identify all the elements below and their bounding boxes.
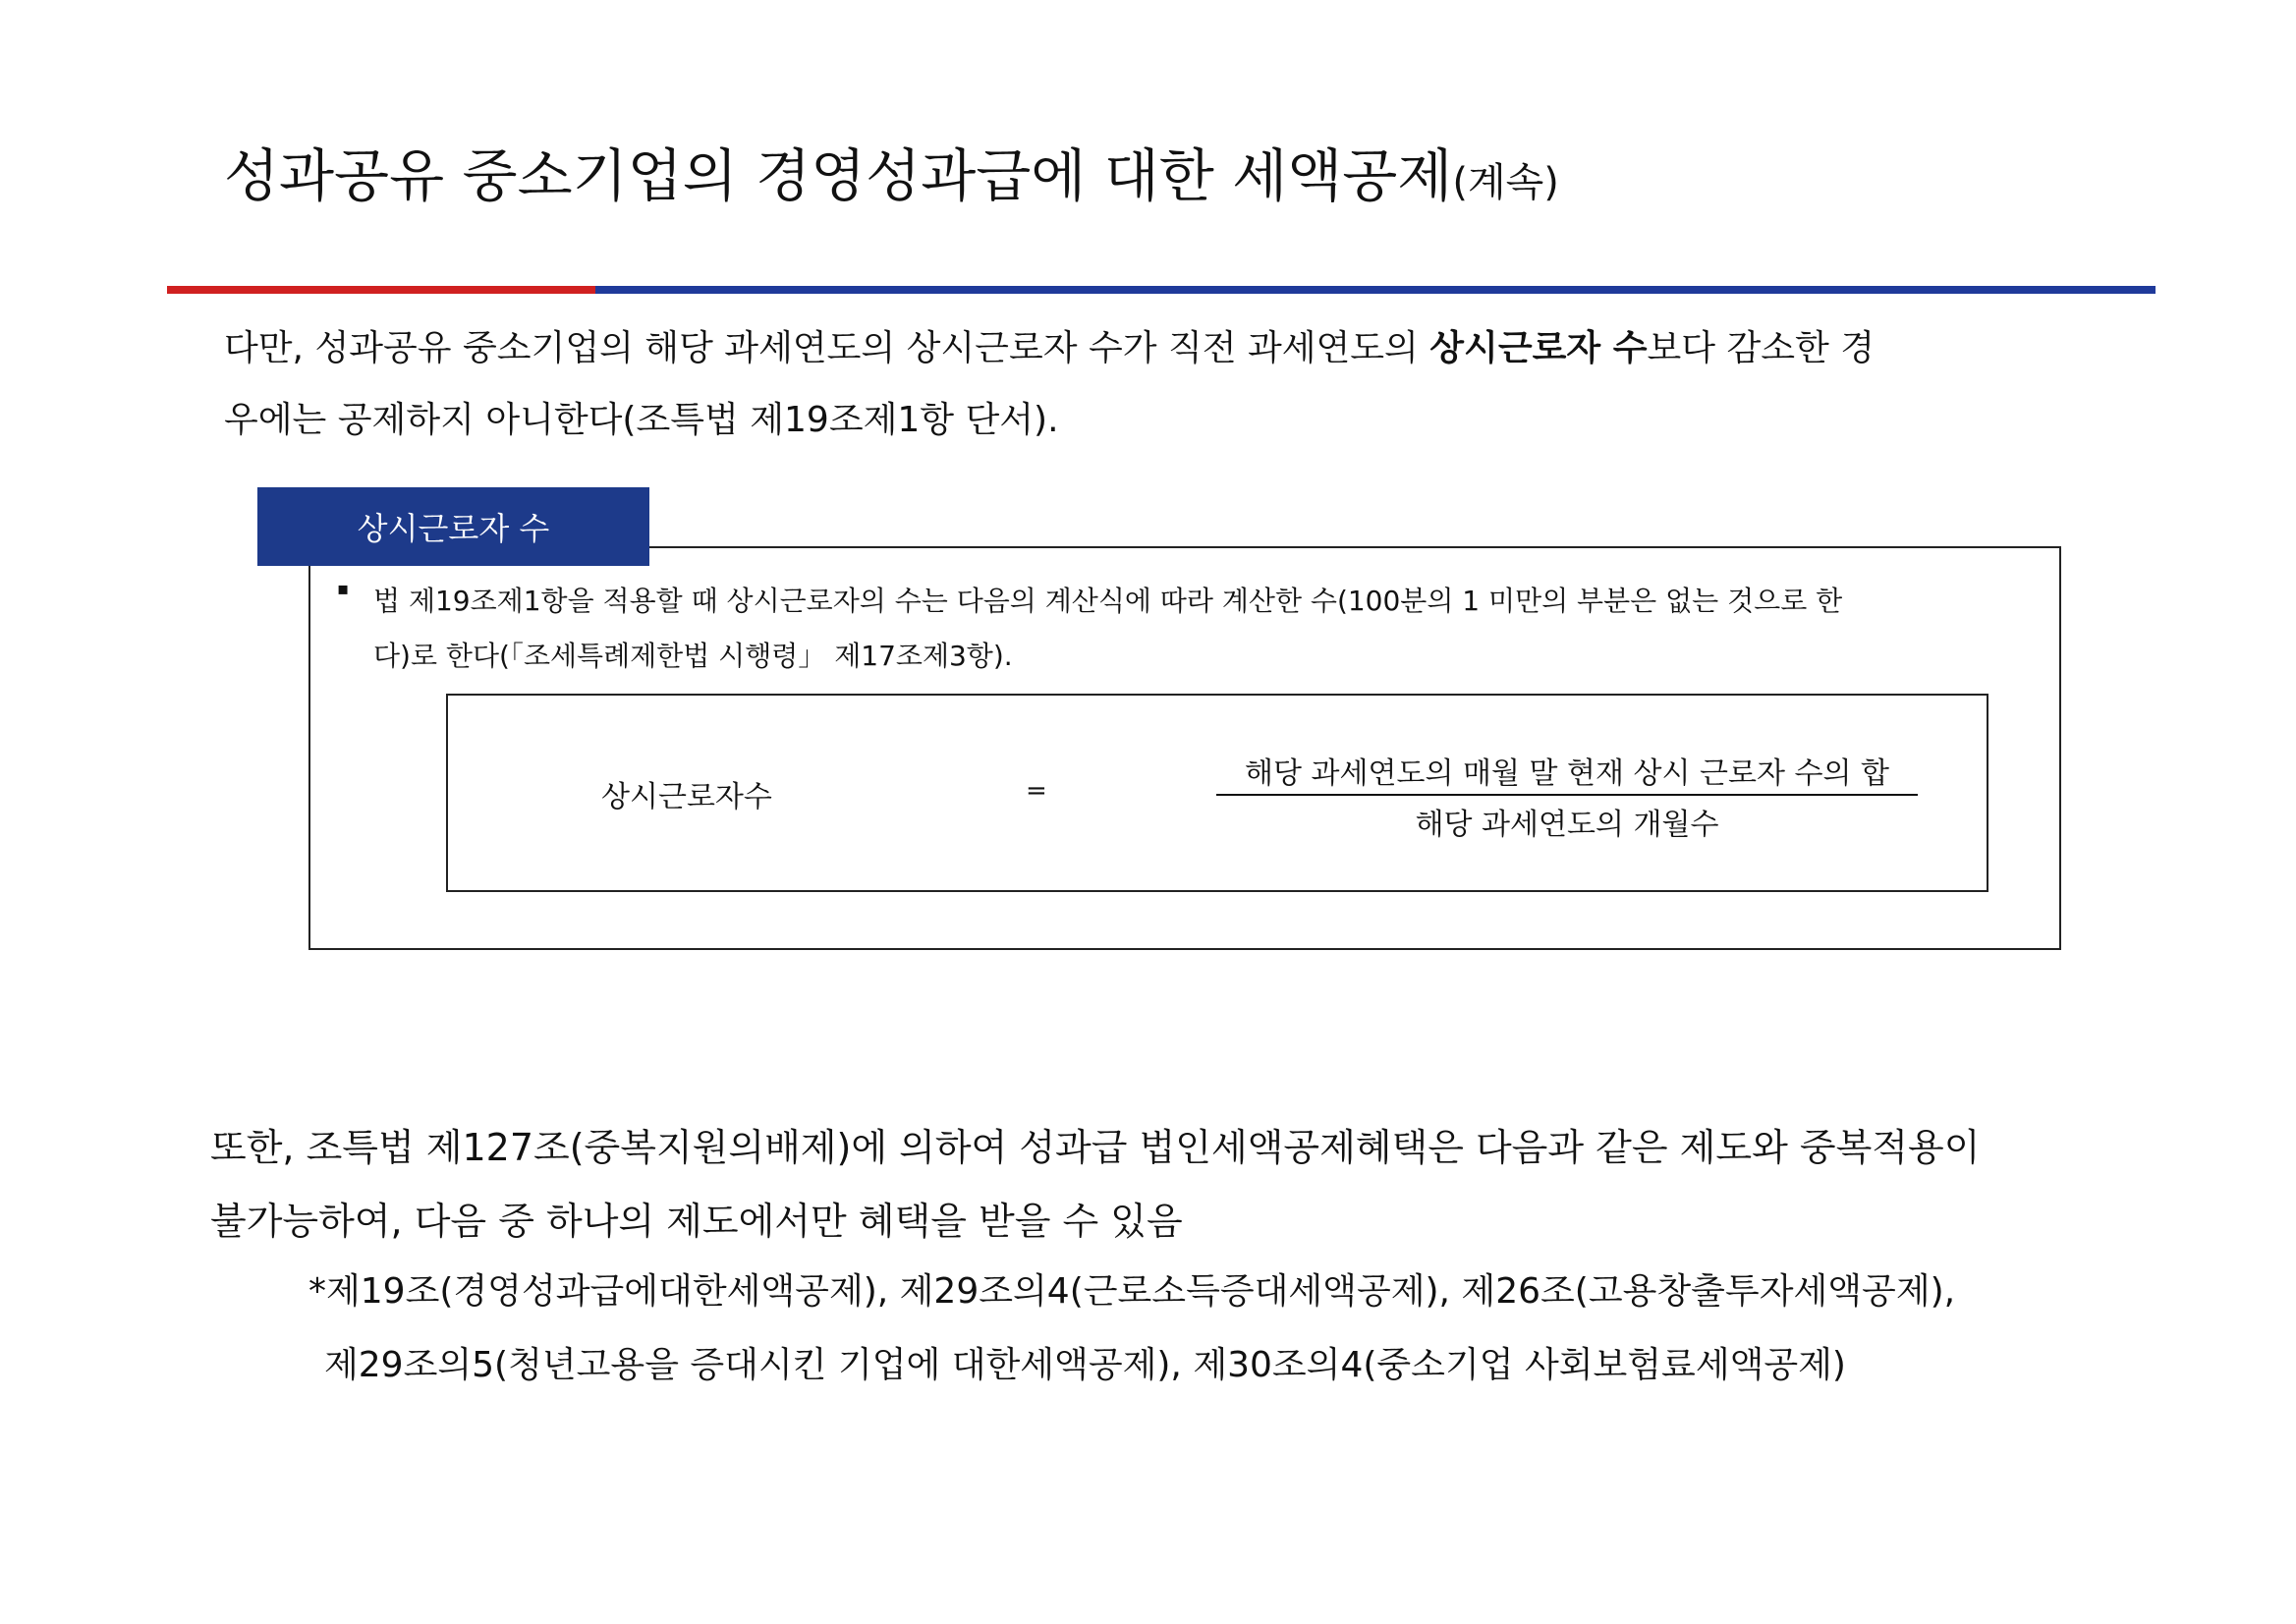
formula-numerator: 해당 과세연도의 매월 말 현재 상시 근로자 수의 합 — [1245, 756, 1889, 791]
bullet-line-2: 다)로 한다(「조세특례제한법 시행령」 제17조제3항). — [373, 640, 1013, 672]
note-paragraph — [210, 1111, 2175, 1259]
intro-bold-term: 상시근로자 수 — [1429, 328, 1648, 368]
intro-paragraph — [224, 312, 2120, 456]
page-title-suffix: (계속) — [1452, 160, 1559, 205]
title-rule-red — [167, 286, 595, 294]
definition-box-label: 상시근로자 수 — [257, 487, 649, 566]
note-line-1: 또한, 조특법 제127조(중복지원의배제)에 의하여 성과급 법인세액공제혜택은 다음과 같은 제도와 중복적용이 — [210, 1126, 1981, 1169]
bullet-marker: ▪ — [337, 579, 350, 599]
intro-line-1: 다만, 성과공유 중소기업의 해당 과세연도의 상시근로자 수가 직전 과세연도의 상시근로자 수보다 감소한 경 — [224, 328, 1876, 368]
title-rule-blue — [595, 286, 2156, 294]
formula-lhs: 상시근로자수 — [601, 780, 772, 814]
intro-line-2: 우에는 공제하지 아니한다(조특법 제19조제1항 단서). — [224, 400, 1059, 440]
formula-denominator: 해당 과세연도의 개월수 — [1415, 808, 1719, 842]
page-title-main: 성과공유 중소기업의 경영성과급에 대한 세액공제 — [224, 142, 1453, 209]
note-list-line-2: 제29조의5(청년고용을 증대시킨 기업에 대한세액공제), 제30조의4(중소기업 사회보험료세액공제) — [324, 1345, 1846, 1385]
bullet-text — [373, 574, 2044, 684]
bullet-line-1: 법 제19조제1항을 적용할 때 상시근로자의 수는 다음의 계산식에 따라 계산한 수(100분의 1 미만의 부분은 없는 것으로 한 — [373, 585, 1843, 617]
formula-equals: = — [1026, 776, 1047, 806]
note-list-line-1: *제19조(경영성과급에대한세액공제), 제29조의4(근로소득증대세액공제), 제26조(고용창출투자세액공제), — [308, 1271, 1956, 1312]
note-line-2: 불가능하여, 다음 중 하나의 제도에서만 혜택을 받을 수 있음 — [210, 1200, 1183, 1243]
page-title — [224, 142, 1559, 209]
formula-fraction-bar — [1216, 794, 1918, 796]
